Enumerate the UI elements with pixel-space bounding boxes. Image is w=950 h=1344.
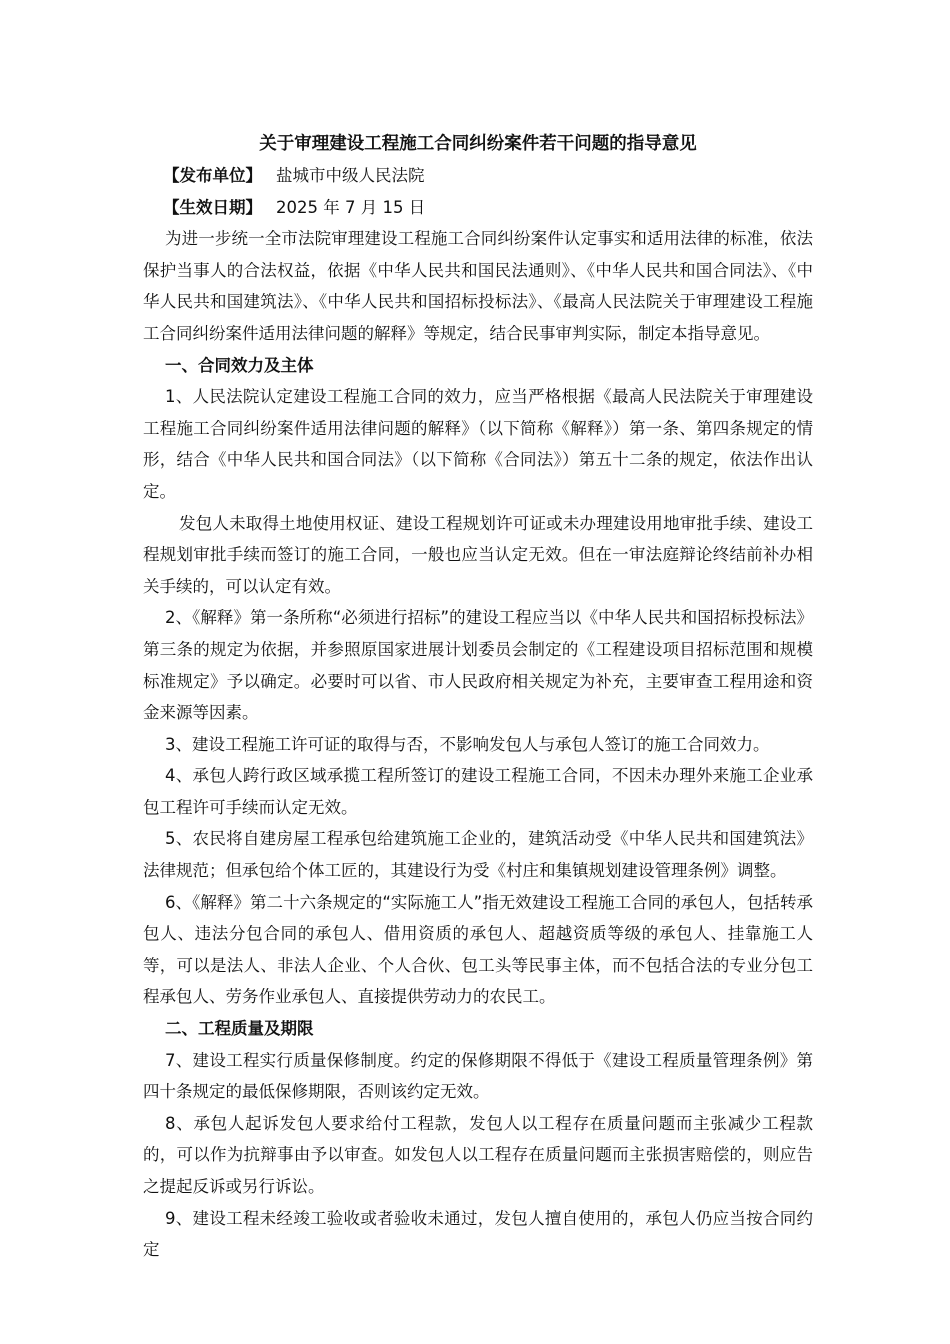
issuer-label: 【发布单位】 (163, 166, 262, 185)
clause-1: 1、人民法院认定建设工程施工合同的效力，应当严格根据《最高人民法院关于审理建设工程施工合同纠纷案件适用法律问题的解释》（以下简称《解释》）第一条、第四条规定的情形，结合《中华人民共和国合同法》（以下简称《合同法》）第五十二条的规定，依法作出认定。 (143, 387, 813, 501)
date-row (143, 192, 813, 224)
clause-8: 8、承包人起诉发包人要求给付工程款，发包人以工程存在质量问题而主张减少工程款的，可以作为抗辩事由予以审查。如发包人以工程存在质量问题而主张损害赔偿的，则应告之提起反诉或另行诉讼。 (143, 1113, 813, 1196)
clause-1-supplement: 发包人未取得土地使用权证、建设工程规划许可证或未办理建设用地审批手续、建设工程规划审批手续而签订的施工合同，一般也应当认定无效。但在一审法庭辩论终结前补办相关手续的，可以认定有效。 (143, 513, 813, 596)
clause-7: 7、建设工程实行质量保修制度。约定的保修期限不得低于《建设工程质量管理条例》第四十条规定的最低保修期限，否则该约定无效。 (143, 1050, 813, 1102)
document-title: 关于审理建设工程施工合同纠纷案件若干问题的指导意见 (259, 134, 697, 154)
document-body (143, 128, 813, 1266)
date-label: 【生效日期】 (163, 197, 262, 217)
issuer-value: 盐城市中级人民法院 (276, 166, 425, 185)
clause-9: 9、建设工程未经竣工验收或者验收未通过，发包人擅自使用的，承包人仍应当按合同约定 (143, 1208, 813, 1260)
clause-4: 4、承包人跨行政区域承揽工程所签订的建设工程施工合同，不因未办理外来施工企业承包工程许可手续而认定无效。 (143, 766, 813, 817)
section-heading-1: 一、合同效力及主体 (165, 355, 314, 375)
clause-6: 6、《解释》第二十六条规定的“实际施工人”指无效建设工程施工合同的承包人，包括转承包人、违法分包合同的承包人、借用资质的承包人、超越资质等级的承包人、挂靠施工人等，可以是法人、非法人企业、个人合伙、包工头等民事主体，而不包括合法的专业分包工程承包人、劳务作业承包人、直接提供劳动力的农民工。 (143, 892, 813, 1007)
intro-paragraph: 为进一步统一全市法院审理建设工程施工合同纠纷案件认定事实和适用法律的标准，依法保护当事人的合法权益，依据《中华人民共和国民法通则》、《中华人民共和国合同法》、《中华人民共和国建筑法》、《中华人民共和国招标投标法》、《最高人民法院关于审理建设工程施工合同纠纷案件适用法律问题的解释》等规定，结合民事审判实际，制定本指导意见。 (143, 229, 813, 343)
date-value: 2025 年 7 月 15 日 (276, 197, 426, 217)
issuer-row (143, 160, 813, 192)
clause-3: 3、建设工程施工许可证的取得与否，不影响发包人与承包人签订的施工合同效力。 (165, 734, 770, 754)
section-heading-2: 二、工程质量及期限 (165, 1019, 314, 1039)
clause-2: 2、《解释》第一条所称“必须进行招标”的建设工程应当以《中华人民共和国招标投标法》第三条的规定为依据，并参照原国家进展计划委员会制定的《工程建设项目招标范围和规模标准规定》予以确定。必要时可以省、市人民政府相关规定为补充，主要审查工程用途和资金来源等因素。 (143, 608, 813, 723)
clause-5: 5、农民将自建房屋工程承包给建筑施工企业的，建筑活动受《中华人民共和国建筑法》法律规范；但承包给个体工匠的，其建设行为受《村庄和集镇规划建设管理条例》调整。 (143, 829, 813, 881)
